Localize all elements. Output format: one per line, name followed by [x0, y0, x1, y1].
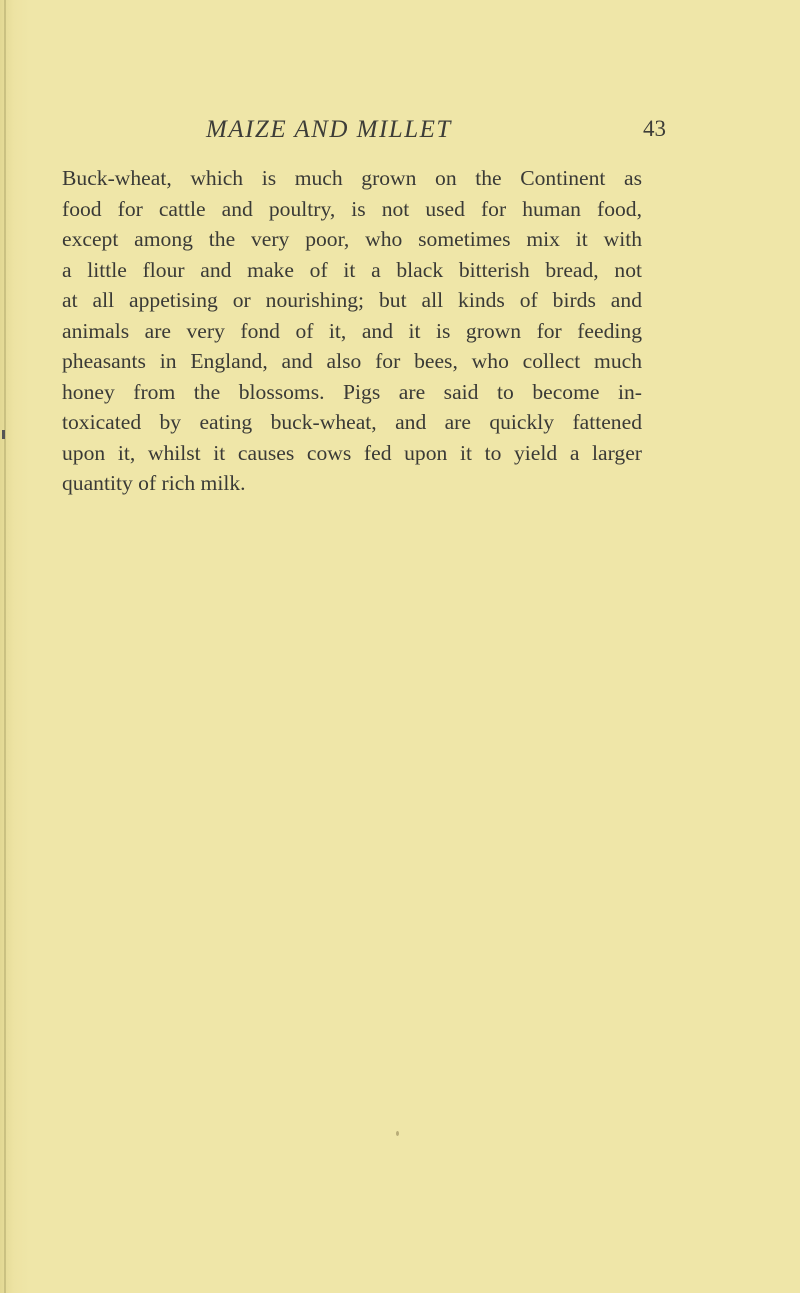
- text-line: toxicated by eating buck-wheat, and are quickly fattened: [62, 410, 642, 434]
- page-mark: [2, 430, 5, 439]
- text-line: honey from the blossoms. Pigs are said to become in-: [62, 379, 642, 404]
- text-line: Buck-wheat, which is much grown on the Continent as: [62, 166, 642, 190]
- running-title: MAIZE AND MILLET: [206, 116, 452, 143]
- text-line: food for cattle and poultry, is not used for human food,: [62, 196, 642, 221]
- text-line: at all appetising or nourishing; but all kinds of birds and: [62, 288, 642, 312]
- text-line: upon it, whilst it causes cows fed upon it to yield a larger: [62, 440, 642, 465]
- page-header: [56, 116, 666, 148]
- page-number: 43: [643, 116, 666, 141]
- text-line: a little flour and make of it a black bitterish bread, not: [62, 257, 642, 282]
- paper-speck: [396, 1131, 399, 1136]
- text-line: quantity of rich milk.: [62, 471, 246, 495]
- binding-edge: [4, 0, 6, 1293]
- text-line: except among the very poor, who sometimes mix it with: [62, 227, 642, 251]
- text-line: animals are very fond of it, and it is grown for feeding: [62, 318, 642, 343]
- text-line: pheasants in England, and also for bees, who collect much: [62, 349, 642, 373]
- paragraph: [62, 163, 642, 499]
